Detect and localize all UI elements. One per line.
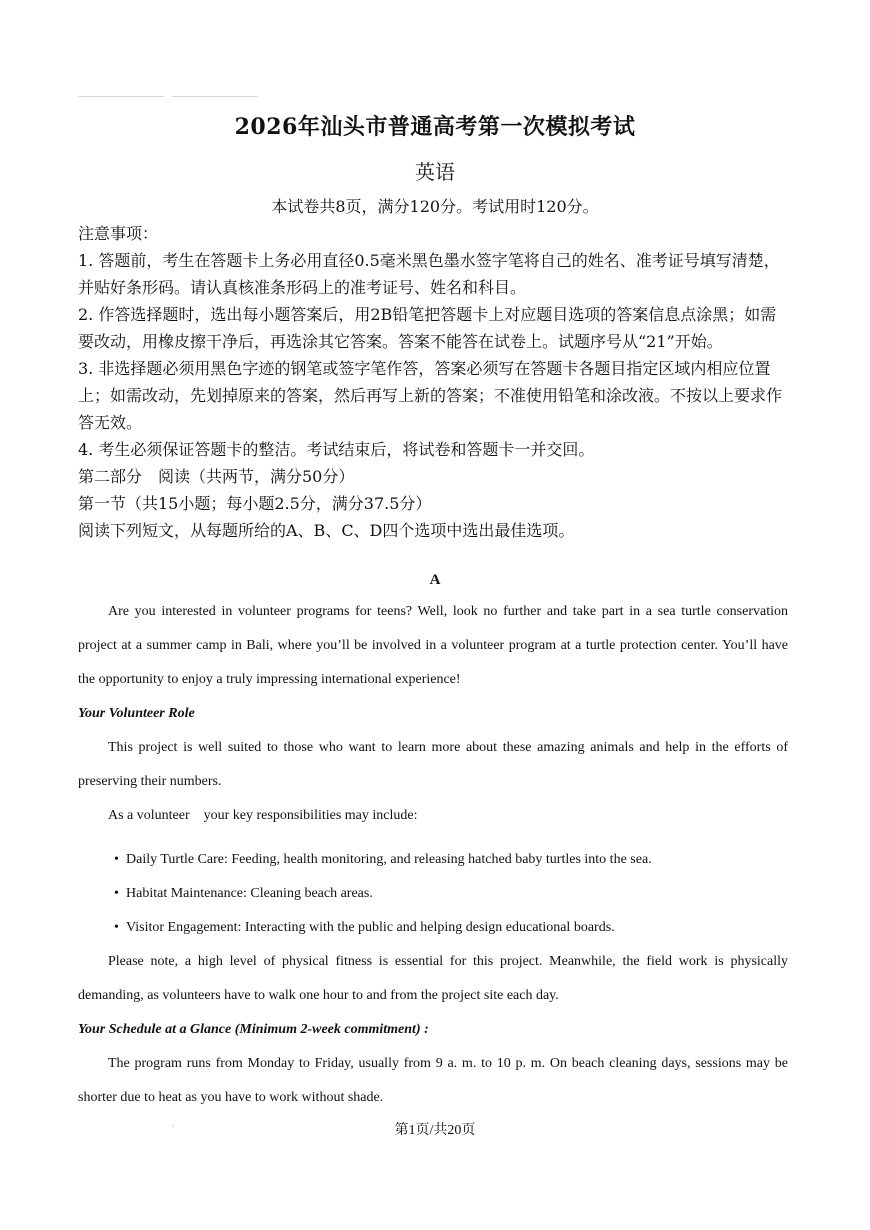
header-rule-left: [78, 96, 164, 97]
passage-body: [78, 595, 788, 1115]
schedule-paragraph: The program runs from Monday to Friday, usually from 9 a. m. to 10 p. m. On beach cleaning days, sessions may be shorter due to heat as you have to work without shade.: [78, 1056, 788, 1105]
page-mark: ·: [172, 1122, 175, 1131]
page-number: 第1页/共20页: [394, 1123, 476, 1138]
schedule-heading: Your Schedule at a Glance (Minimum 2-week commitment) :: [78, 1022, 429, 1037]
notes-heading: 注意事项：: [78, 224, 159, 243]
list-item: [78, 843, 788, 877]
responsibility-list: [78, 843, 788, 945]
bullet-icon: •: [114, 920, 119, 935]
exam-title: 2026年汕头市普通高考第一次模拟考试: [234, 114, 636, 140]
subject-title: 英语: [415, 160, 455, 184]
exam-info: 本试卷共8页，满分120分。考试用时120分。: [271, 197, 599, 216]
role-heading: Your Volunteer Role: [78, 706, 195, 721]
note-item: 3. 非选择题必须用黑色字迹的钢笔或签字笔作答，答案必须写在答题卡各题目指定区域内相应位置上；如需改动，先划掉原来的答案，然后再写上新的答案；不准使用铅笔和涂改液。不按以上要求作答无效。: [78, 359, 783, 432]
passage-intro: Are you interested in volunteer programs for teens? Well, look no further and take part in a sea turtle conservation project at a summer camp in Bali, where you’ll be involved in a volunteer program at a turtle protection center. You’ll have the opportunity to enjoy a truly impressing international experience!: [78, 604, 788, 687]
notes-section: [78, 220, 790, 544]
responsibilities-intro: As a volunteer your key responsibilities may include:: [108, 808, 418, 823]
list-item-text: Daily Turtle Care: Feeding, health monitoring, and releasing hatched baby turtles into the sea.: [126, 852, 652, 867]
list-item-text: Visitor Engagement: Interacting with the public and helping design educational boards.: [126, 920, 615, 935]
note-item: 2. 作答选择题时，选出每小题答案后，用2B铅笔把答题卡上对应题目选项的答案信息点涂黑；如需要改动，用橡皮擦干净后，再选涂其它答案。答案不能答在试卷上。试题序号从“21”开始。: [78, 305, 777, 351]
passage-letter: A: [429, 572, 441, 588]
bullet-icon: •: [114, 852, 119, 867]
note-item: 1. 答题前，考生在答题卡上务必用直径0.5毫米黑色墨水签字笔将自己的姓名、准考证号填写清楚，并贴好条形码。请认真核准条形码上的准考证号、姓名和科目。: [78, 251, 780, 297]
role-paragraph: This project is well suited to those who want to learn more about these amazing animals and help in the efforts of preserving their numbers.: [78, 740, 788, 789]
note-item: 4. 考生必须保证答题卡的整洁。考试结束后，将试卷和答题卡一并交回。: [78, 440, 595, 459]
reading-instruction: 阅读下列短文，从每题所给的A、B、C、D四个选项中选出最佳选项。: [78, 521, 575, 540]
section-heading: 第一节（共15小题；每小题2.5分，满分37.5分）: [78, 494, 432, 513]
fitness-paragraph: Please note, a high level of physical fitness is essential for this project. Meanwhile, the field work is physically demanding, as volunteers have to walk one hour to and from the project site each day.: [78, 954, 788, 1003]
list-item-text: Habitat Maintenance: Cleaning beach areas.: [126, 886, 373, 901]
bullet-icon: •: [114, 886, 119, 901]
list-item: [78, 911, 788, 945]
list-item: [78, 877, 788, 911]
part-heading: 第二部分 阅读（共两节，满分50分）: [78, 467, 355, 486]
header-rule-right: [172, 96, 258, 97]
